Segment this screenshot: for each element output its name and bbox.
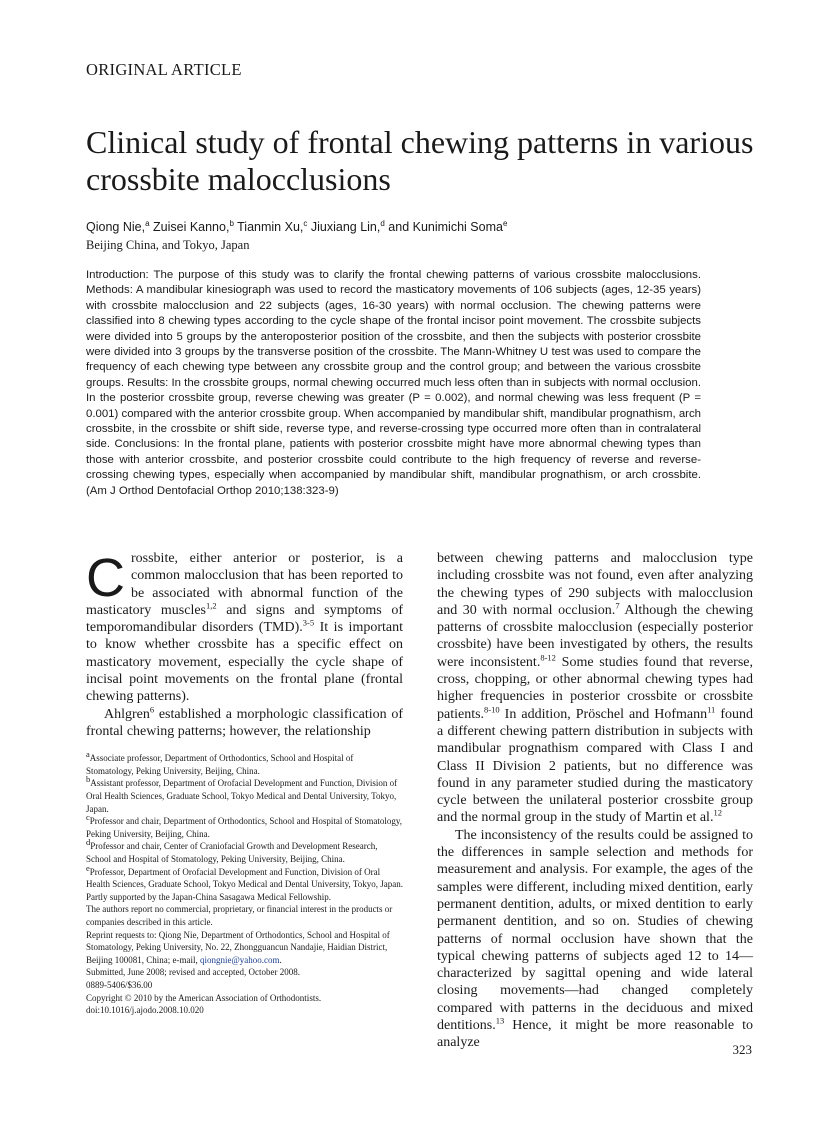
section-label: ORIGINAL ARTICLE: [86, 60, 242, 79]
footnote-affiliation-a: $^a$Associate professor, Department of Orthodontics, School and Hospital of Stomatology, Peking University, Beijing, China.: [86, 749, 354, 776]
author-affiliation-marker: a: [145, 218, 150, 228]
page-number: 323: [732, 1042, 752, 1057]
author-name: Tianmin Xu,: [237, 220, 304, 234]
author-affiliation-marker: b: [229, 218, 234, 228]
author-name: and Kunimichi Soma: [388, 220, 503, 234]
left-column: [86, 550, 403, 1017]
citation: 8-12: [540, 652, 556, 663]
body-paragraph: Crossbite, either anterior or posterior, is a common malocclusion that has been reported to be associated with abnormal function of the masticatory muscles$^{1,2}$ and signs and symptoms of temporomandibular disorders (TMD).$^{3-5}$ It is important to know whether crossbite has a specific effect on masticatory movement, especially the cycle shape of incisal point movements on the frontal plane (frontal chewing patterns).: [86, 548, 403, 705]
footnote-affiliation-c: $^c$Professor and chair, Department of Orthodontics, School and Hospital of Stomatology, Peking University, Beijing, China.: [86, 812, 403, 839]
author-affiliation-marker: d: [380, 218, 385, 228]
author-name: Zuisei Kanno,: [153, 220, 230, 234]
citation: 8-10: [484, 704, 500, 715]
footnote-conflict: The authors report no commercial, proprietary, or financial interest in the products or companies described in this article.: [86, 904, 393, 927]
citation: 6: [149, 704, 155, 715]
footnote-affiliation-d: $^d$Professor and chair, Center of Craniofacial Growth and Development Research, School and Hospital of Stomatology, Peking University, Beijing, China.: [86, 837, 378, 865]
author-name: Qiong Nie,: [86, 220, 146, 234]
body-paragraph: Ahlgren$^6$ established a morphologic classification of frontal chewing patterns; however, the relationship: [86, 704, 403, 739]
email-link[interactable]: qiongnie@yahoo.com: [200, 954, 280, 965]
citation: 13: [495, 1015, 505, 1026]
footnote-issn: 0889-5406/$36.00: [86, 979, 153, 990]
footnote-reprint: Reprint requests to: Qiong Nie, Department of Orthodontics, School and Hospital of Stomatology, Peking University, No. 22, Zhongguancun Nandajie, Haidian District, Beijing 100081, China; e-mail, qiongnie@yahoo.com.: [86, 929, 390, 965]
body-paragraph: between chewing patterns and malocclusion type including crossbite was not found, even after analyzing the chewing types of 290 subjects with malocclusion and 30 with normal occlusion.$^7$ Although the chewing patterns of crossbite malocclusion (especially posterior crossbite) have been investigated by others, the results were inconsistent.$^{8-12}$ Some studies found that reverse, cross, chopping, or other abnormal chewing types had higher frequencies in posterior crossbite or crossbite patients.$^{8-10}$ In addition, Pröschel and Hofmann$^{11}$ found a different chewing pattern distribution in subjects with mandibular prognathism compared with Class I and Class II Division 2 patients, but no difference was found in any parameter studied during the masticatory cycle between the unilateral posterior crossbite group and the normal group in the study of Martin et al.$^{12}$: [437, 551, 753, 826]
author-name: Jiuxiang Lin,: [310, 220, 381, 234]
citation: 11: [707, 704, 716, 715]
footnote-affiliation-e: $^e$Professor, Department of Orofacial Development and Function, Division of Oral Health Sciences, Graduate School, Tokyo Medical and Dental University, Tokyo, Japan.: [86, 862, 403, 890]
citation: 3-5: [302, 617, 315, 628]
citation: 7: [615, 600, 620, 611]
citation: 1,2: [206, 600, 217, 611]
footnote-copyright: Copyright © 2010 by the American Association of Orthodontists.: [86, 992, 322, 1003]
author-list: [86, 220, 507, 234]
right-column: [437, 550, 753, 1052]
article-title: Clinical study of frontal chewing patterns in various crossbite malocclusions: [86, 124, 754, 197]
citation: 12: [713, 807, 722, 818]
footnote-doi: doi:10.1016/j.ajodo.2008.10.020: [86, 1005, 204, 1016]
footnotes: [86, 749, 403, 1016]
drop-cap: C: [86, 548, 125, 608]
author-location: Beijing China, and Tokyo, Japan: [86, 238, 250, 252]
abstract: Introduction: The purpose of this study was to clarify the frontal chewing patterns of various crossbite malocclusions. Methods: A mandibular kinesiograph was used to record the masticatory movements of 106 subjects (ages, 12-35 years) with crossbite malocclusion and 22 subjects (ages, 16-30 years) with normal occlusion. The chewing patterns were classified into 8 chewing types according to the cycle shape of the frontal incisor point movement. The crossbite subjects were divided into 5 groups by the anteroposterior position of the crossbite, and then the subjects with posterior crossbite were divided into 3 groups by the transverse position of the crossbite. The Mann-Whitney U test was used to compare the frequency of each chewing type between any crossbite group and the control group; and between the various crossbite groups. Results: In the crossbite groups, normal chewing occurred much less often than in subjects with normal occlusion. In the posterior crossbite group, reverse chewing was greater (P = 0.002), and normal chewing was less frequent (P = 0.001) compared with the anterior crossbite group. When accompanied by mandibular shift, mandibular prognathism, arch crossbite, in the crossbite or shift side, reverse type, and reverse-crossing type occurred more often than in contralateral side. Conclusions: In the frontal plane, patients with posterior crossbite might have more abnormal chewing types than those with anterior crossbite, and posterior crossbite could contribute to the high frequency of reverse and reverse-crossing chewing types, especially when accompanied by mandibular shift, mandibular prognathism, or arch crossbite. (Am J Orthod Dentofacial Orthop 2010;138:323-9): [86, 269, 701, 497]
author-affiliation-marker: e: [502, 218, 508, 228]
author-affiliation-marker: c: [303, 218, 308, 228]
body-paragraph: The inconsistency of the results could be assigned to the differences in sample selection and methods for measurement and analysis. For example, the ages of the samples were different, including mixed dentition, early permanent dentition, adults, or mixed dentition to early permanent dentition, and so on. Studies of chewing patterns of normal occlusion have shown that the typical chewing patterns of subjects aged 12 to 14—characterized by sagittal opening and wide lateral closing movements—had changed completely compared with patterns in the deciduous and mixed dentitions.$^{13}$ Hence, it might be more reasonable to analyze: [437, 827, 753, 1051]
footnote-funding: Partly supported by the Japan-China Sasagawa Medical Fellowship.: [86, 891, 331, 902]
footnote-affiliation-b: $^b$Assistant professor, Department of Orofacial Development and Function, Division of Oral Health Sciences, Graduate School, Tokyo Medical and Dental University, Tokyo, Japan.: [86, 774, 398, 814]
footnote-submitted: Submitted, June 2008; revised and accepted, October 2008.: [86, 967, 300, 978]
